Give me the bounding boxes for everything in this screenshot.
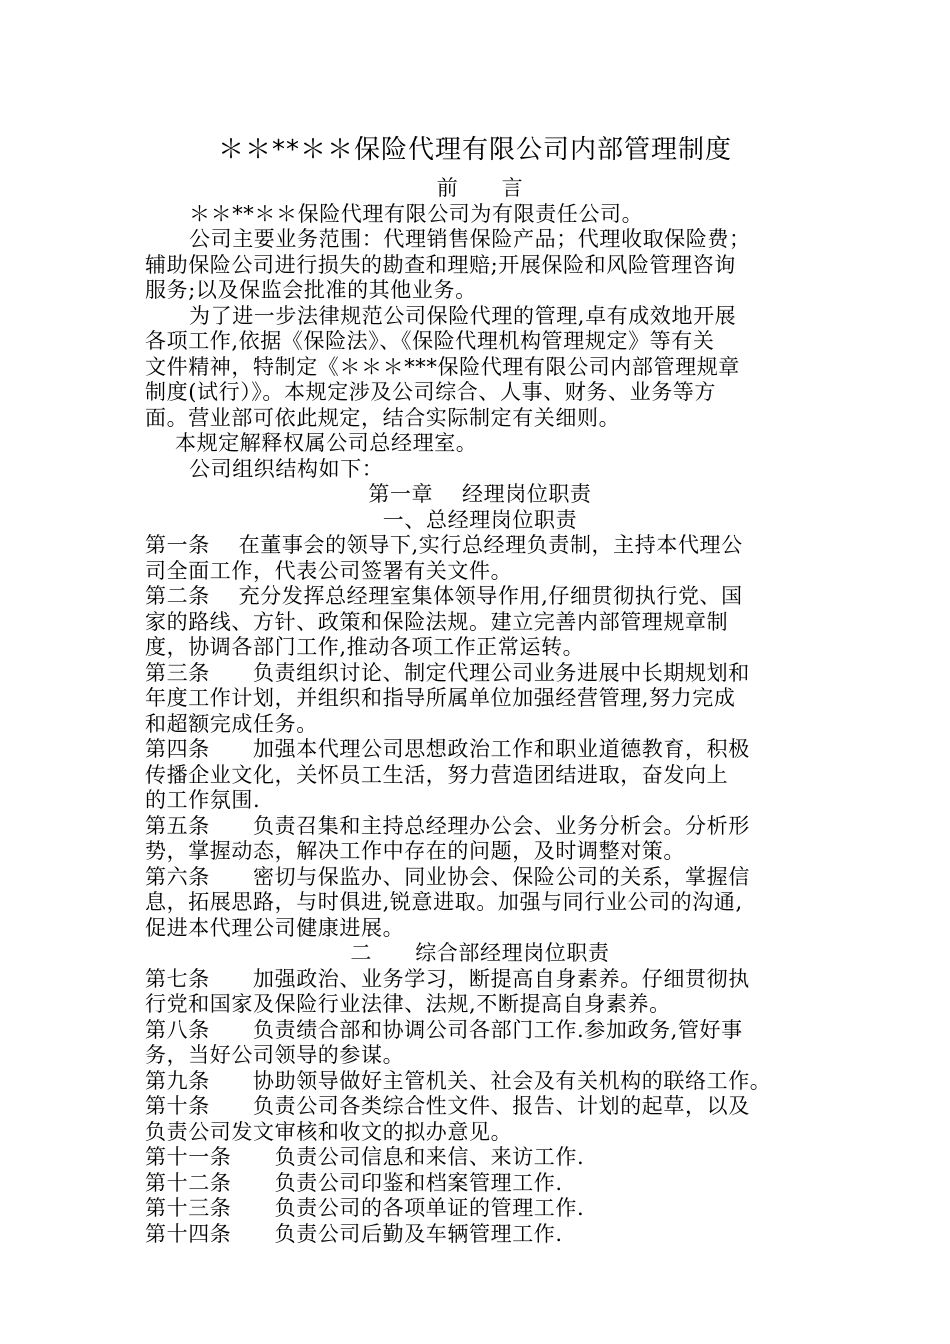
article-line: 第四条 加强本代理公司思想政治工作和职业道德教育，积极 bbox=[145, 737, 750, 761]
article-line: 务，当好公司领导的参谋。 bbox=[145, 1043, 405, 1067]
preface-paragraph-3-line: 面。营业部可依此规定，结合实际制定有关细则。 bbox=[145, 405, 621, 430]
preface-paragraph-2-line: 辅助保险公司进行损失的勘查和理赔;开展保险和风险管理咨询 bbox=[145, 252, 736, 277]
document-title: ＊＊**＊＊保险代理有限公司内部管理制度 bbox=[217, 135, 732, 165]
preface-paragraph-1: ＊＊**＊＊保险代理有限公司为有限责任公司。 bbox=[189, 201, 644, 226]
article-line: 促进本代理公司健康进展。 bbox=[145, 915, 405, 940]
article-line: 第一条 在董事会的领导下,实行总经理负责制，主持本代理公 bbox=[145, 533, 743, 557]
preface-paragraph-3-line: 各项工作,依据《保险法》、《保险代理机构管理规定》等有关 bbox=[145, 329, 715, 353]
chapter-heading: 第一章 经理岗位职责 bbox=[368, 482, 592, 506]
preface-paragraph-3-line: 为了进一步法律规范公司保险代理的管理,卓有成效地开展 bbox=[189, 303, 737, 328]
article-line: 息，拓展思路，与时俱进,锐意进取。加强与同行业公司的沟通, bbox=[145, 890, 743, 914]
section-heading: 一、总经理岗位职责 bbox=[382, 507, 578, 532]
article-line: 第九条 协助领导做好主管机关、社会及有关机构的联络工作。 bbox=[145, 1068, 772, 1093]
article-line: 度，协调各部门工作,推动各项工作正常运转。 bbox=[145, 635, 585, 659]
section-heading: 二 综合部经理岗位职责 bbox=[350, 941, 610, 965]
preface-paragraph-5: 公司组织结构如下： bbox=[189, 456, 384, 481]
preface-heading: 前 言 bbox=[436, 176, 524, 200]
article-line: 第十一条 负责公司信息和来信、来访工作. bbox=[145, 1145, 585, 1169]
preface-paragraph-3-line: 文件精神，特制定《＊＊＊***保险代理有限公司内部管理规章 bbox=[145, 354, 740, 379]
article-line: 第十三条 负责公司的各项单证的管理工作. bbox=[145, 1196, 585, 1220]
preface-paragraph-4: 本规定解释权属公司总经理室。 bbox=[175, 431, 478, 455]
article-line: 和超额完成任务。 bbox=[145, 711, 318, 736]
article-line: 第二条 充分发挥总经理室集体领导作用,仔细贯彻执行党、国 bbox=[145, 584, 743, 608]
document-body bbox=[145, 176, 815, 1247]
article-line: 第十四条 负责公司后勤及车辆管理工作. bbox=[145, 1221, 563, 1246]
preface-paragraph-3-line: 制度(试行）》。本规定涉及公司综合、人事、财务、业务等方 bbox=[145, 380, 716, 404]
article-line: 负责公司发文审核和收文的拟办意见。 bbox=[145, 1119, 513, 1144]
preface-paragraph-2-line: 公司主要业务范围：代理销售保险产品；代理收取保险费； bbox=[189, 227, 751, 251]
article-line: 年度工作计划，并组织和指导所属单位加强经营管理,努力完成 bbox=[145, 686, 736, 710]
article-line: 传播企业文化，关怀员工生活，努力营造团结进取，奋发向上 bbox=[145, 762, 729, 787]
article-line: 第十条 负责公司各类综合性文件、报告、计划的起草，以及 bbox=[145, 1094, 750, 1118]
article-line: 的工作氛围. bbox=[145, 788, 261, 812]
article-line: 势，掌握动态，解决工作中存在的问题，及时调整对策。 bbox=[145, 839, 685, 863]
preface-paragraph-2-line: 服务;以及保监会批准的其他业务。 bbox=[145, 278, 477, 302]
article-line: 家的路线、方针、政策和保险法规。建立完善内部管理规章制 bbox=[145, 609, 729, 634]
article-line: 第六条 密切与保监办、同业协会、保险公司的关系，掌握信 bbox=[145, 864, 750, 889]
article-line: 第八条 负责绩合部和协调公司各部门工作.参加政务,管好事 bbox=[145, 1017, 743, 1042]
article-line: 第七条 加强政治、业务学习，断提高自身素养。仔细贯彻执 bbox=[145, 966, 750, 991]
article-line: 第十二条 负责公司印鉴和档案管理工作. bbox=[145, 1170, 563, 1195]
article-line: 司全面工作，代表公司签署有关文件。 bbox=[145, 558, 513, 583]
article-line: 第三条 负责组织讨论、制定代理公司业务进展中长期规划和 bbox=[145, 660, 750, 685]
article-line: 行党和国家及保险行业法律、法规,不断提高自身素养。 bbox=[145, 992, 671, 1016]
article-line: 第五条 负责召集和主持总经理办公会、业务分析会。分析形 bbox=[145, 813, 750, 838]
